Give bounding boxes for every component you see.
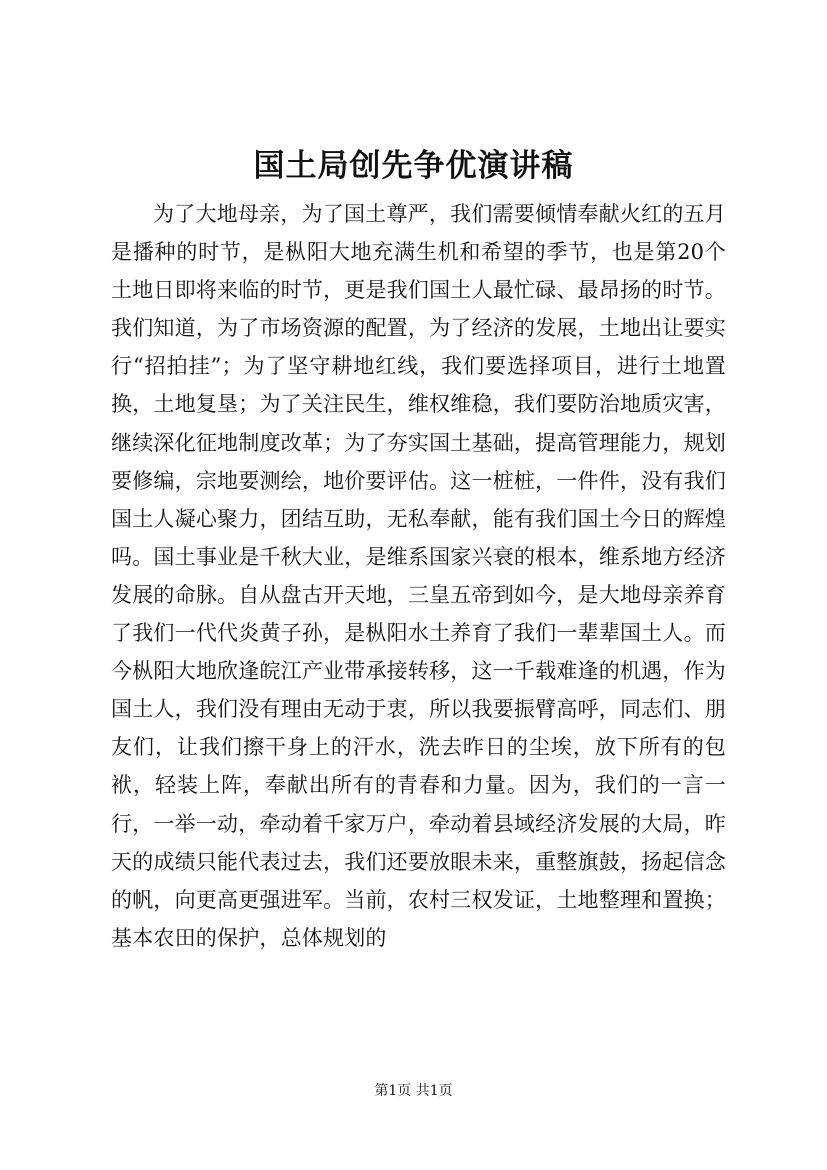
document-body: 为了大地母亲，为了国土尊严，我们需要倾情奉献火红的五月是播种的时节，是枞阳大地充满生机和希望的季节，也是第20个土地日即将来临的时节，更是我们国土人最忙碌、最昂扬的时节。我们知道，为了市场资源的配置，为了经济的发展，土地出让要实行“招拍挂”；为了坚守耕地红线，我们要选择项目，进行土地置换，土地复垦；为了关注民生，维权维稳，我们要防治地质灾害，继续深化征地制度改革；为了夯实国土基础，提高管理能力，规划要修编，宗地要测绘，地价要评估。这一桩桩，一件件，没有我们国土人凝心聚力，团结互助，无私奉献，能有我们国土今日的辉煌吗。国土事业是千秋大业，是维系国家兴衰的根本，维系地方经济发展的命脉。自从盘古开天地，三皇五帝到如今，是大地母亲养育了我们一代代炎黄子孙，是枞阳水土养育了我们一辈辈国土人。而今枞阳大地欣逢皖江产业带承接转移，这一千载难逢的机遇，作为国土人，我们没有理由无动于衷，所以我要振臂高呼，同志们、朋友们，让我们擦干身上的汗水，洗去昨日的尘埃，放下所有的包袱，轻装上阵，奉献出所有的青春和力量。因为，我们的一言一行，一举一动，牵动着千家万户，牵动着县域经济发展的大局，昨天的成绩只能代表过去，我们还要放眼未来，重整旗鼓，扬起信念的帆，向更高更强进军。当前，农村三权发证，土地整理和置换；基本农田的保护，总体规划的 — [111, 202, 726, 950]
page-footer: 第1页 共1页 — [374, 1083, 453, 1099]
document-title: 国土局创先争优演讲稿 — [253, 148, 574, 184]
